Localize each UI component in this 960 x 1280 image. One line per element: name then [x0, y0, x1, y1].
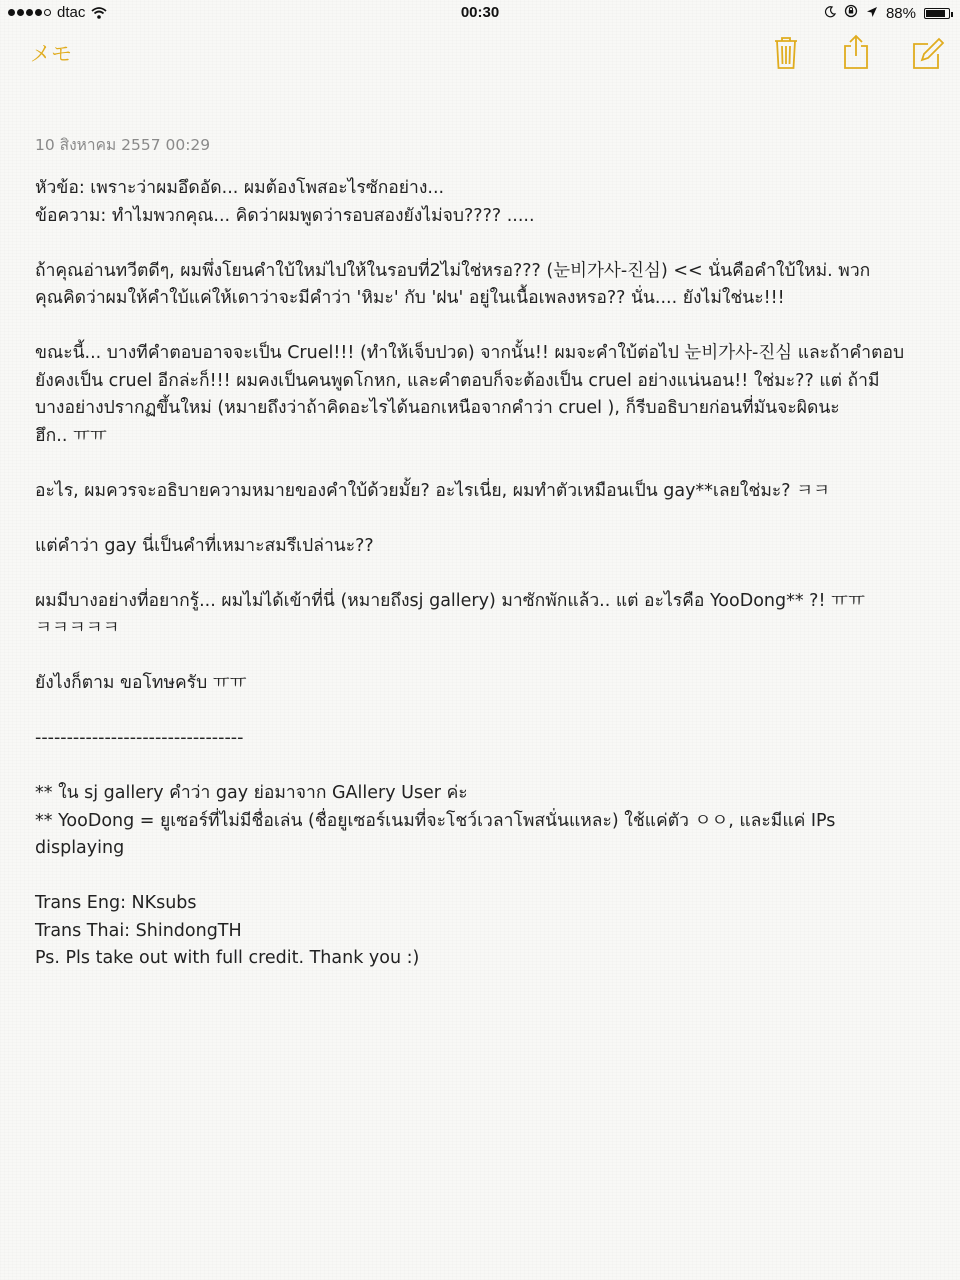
note-line: แต่คำว่า gay นี่เป็นคำที่เหมาะสมรึเปล่านะ??	[35, 535, 374, 556]
note-line	[35, 560, 935, 588]
moon-icon	[824, 5, 836, 22]
location-arrow-icon	[866, 5, 878, 22]
note-line: displaying	[35, 838, 125, 858]
note-line: ถ้าคุณอ่านทวีตดีๆ, ผมพึ่งโยนคำใบ้ใหม่ไปให้ในรอบที่2ไม่ใช่หรอ??? (눈비가사-진심) << นั่นคือคำใบ้ใหม่. พวก	[35, 260, 871, 281]
note-line: ㅋㅋㅋㅋㅋ	[35, 618, 120, 638]
back-button[interactable]: メモ	[30, 42, 72, 66]
note-line: ขณะนี้... บางทีคำตอบอาจจะเป็น Cruel!!! (ทำให้เจ็บปวด) จากนั้น!! ผมจะคำใบ้ต่อไป 눈비가사-진심 และถ้าคำตอบ	[35, 343, 905, 363]
note-line: ยังไงก็ตาม ขอโทษครับ ㅠㅠ	[35, 673, 247, 693]
note-content[interactable]	[35, 132, 935, 973]
note-line: คุณคิดว่าผมให้คำใบ้แค่ให้เดาว่าจะมีคำว่า 'หิมะ' กับ 'ฝน' อยู่ในเนื้อเพลงหรอ?? นั่น.... ยังไม่ใช่นะ!!!	[35, 288, 785, 308]
carrier-label: dtac	[57, 4, 86, 21]
battery-percent: 88%	[885, 4, 916, 22]
note-line: Trans Thai: ShindongTH	[35, 920, 242, 941]
note-line: ข้อความ: ทำไมพวกคุณ... คิดว่าผมพูดว่ารอบสองยังไม่จบ???? .....	[35, 205, 535, 226]
note-line: Ps. Pls take out with full credit. Thank you :)	[35, 948, 420, 968]
note-line	[35, 698, 935, 726]
note-line: ฮึก.. ㅠㅠ	[35, 425, 107, 446]
note-line	[35, 753, 935, 781]
status-right	[824, 4, 950, 22]
note-line	[35, 505, 935, 533]
battery-icon	[924, 8, 950, 19]
note-line: ** YooDong = ยูเซอร์ที่ไม่มีชื่อเล่น (ชื่อยูเซอร์เนมที่จะโชว์เวลาโพสนั่นแหละ) ใช้แค่ตัว ㅇㅇ, และมีแค่ IPs	[35, 810, 836, 831]
battery-fill	[926, 10, 945, 17]
trash-icon[interactable]	[768, 32, 804, 72]
note-line: ---------------------------------	[35, 728, 244, 748]
note-line	[35, 643, 935, 671]
note-line: บางอย่างปรากฏขึ้นใหม่ (หมายถึงว่าถ้าคิดอะไรได้นอกเหนือจากคำว่า cruel ), ก็รีบอธิบายก่อนที่มันจะผิดนะ	[35, 398, 840, 418]
note-line	[35, 450, 935, 478]
note-line	[35, 313, 935, 341]
note-line	[35, 230, 935, 258]
share-icon[interactable]	[838, 32, 874, 72]
status-time: 00:30	[460, 4, 500, 21]
note-line: ** ใน sj gallery คำว่า gay ย่อมาจาก GAllery User ค่ะ	[35, 783, 468, 803]
status-bar	[0, 0, 960, 26]
rotation-lock-icon	[844, 4, 858, 22]
compose-icon[interactable]	[908, 32, 944, 72]
note-line: หัวข้อ: เพราะว่าผมอึดอัด... ผมต้องโพสอะไรซักอย่าง...	[35, 178, 445, 198]
nav-bar	[0, 30, 960, 80]
note-line: ยังคงเป็น cruel อีกล่ะก็!!! ผมคงเป็นคนพูดโกหก, และคำตอบก็จะต้องเป็น cruel อย่างแน่นอน!! ใช่มะ?? แต่ ถ้ามี	[35, 370, 880, 391]
note-line: อะไร, ผมควรจะอธิบายความหมายของคำใบ้ด้วยมั้ย? อะไรเนี่ย, ผมทำตัวเหมือนเป็น gay**เลยใช่มะ? ㅋㅋ	[35, 480, 830, 501]
nav-actions	[768, 32, 944, 72]
note-date: 10 สิงหาคม 2557 00:29	[35, 136, 211, 154]
note-body[interactable]	[35, 175, 935, 973]
note-line: Trans Eng: NKsubs	[35, 893, 197, 913]
note-line	[35, 863, 935, 891]
note-line: ผมมีบางอย่างที่อยากรู้... ผมไม่ได้เข้าที่นี่ (หมายถึงsj gallery) มาซักพักแล้ว.. แต่ อะไรคือ YooDong** ?! ㅠㅠ	[35, 590, 865, 611]
